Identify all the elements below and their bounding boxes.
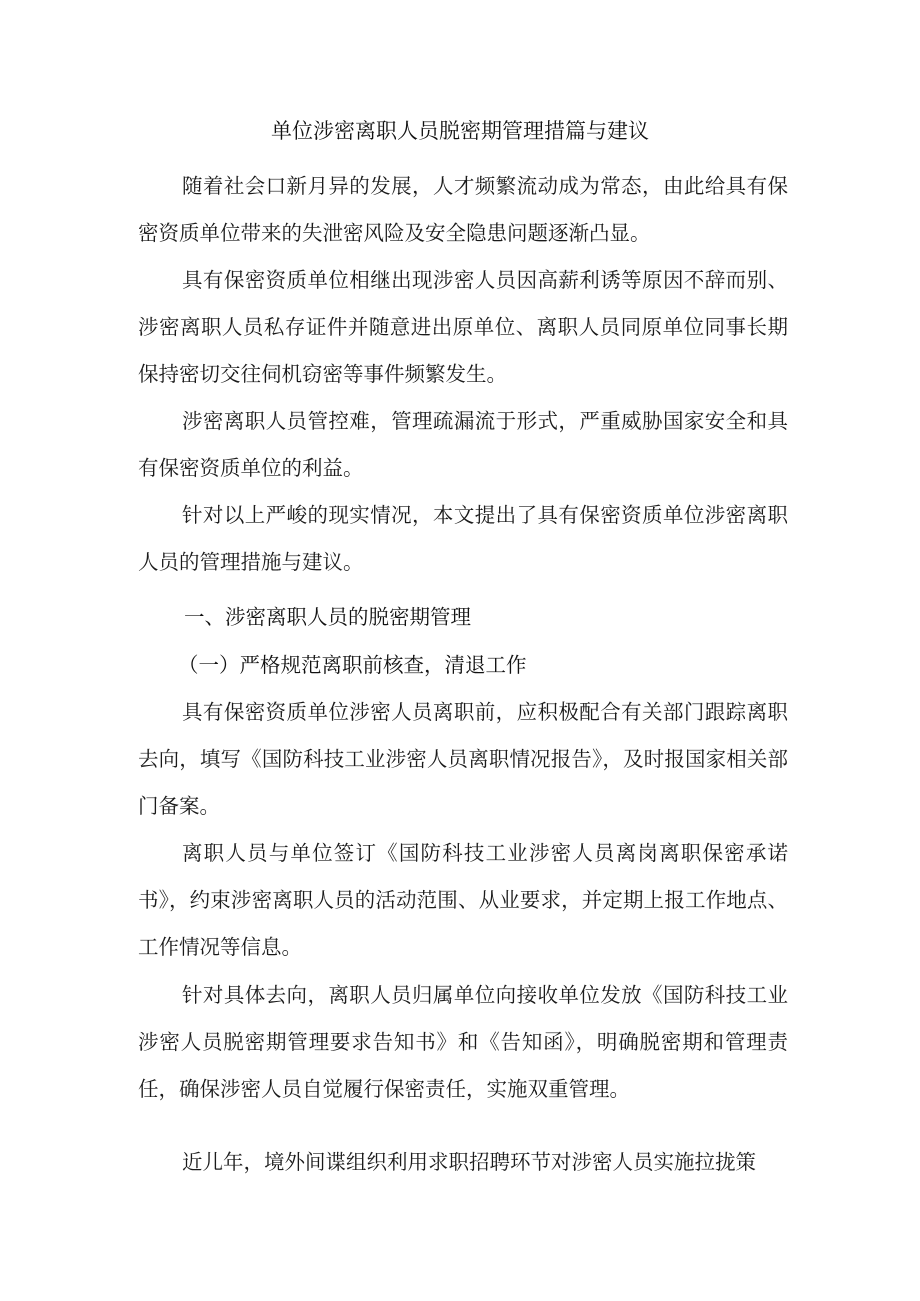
paragraph-5: 具有保密资质单位涉密人员离职前，应积极配合有关部门跟踪离职去向，填写《国防科技工业涉密人员离职情况报告》，及时报国家相关部门备案。 — [138, 700, 788, 818]
document-title: 单位涉密离职人员脱密期管理措篇与建议 — [271, 119, 649, 143]
paragraph-1: 随着社会口新月异的发展，人才频繁流动成为常态，由此给具有保密资质单位带来的失泄密风险及安全隐患问题逐渐凸显。 — [138, 174, 788, 245]
paragraph-6: 离职人员与单位签订《国防科技工业涉密人员离岗离职保密承诺书》，约束涉密离职人员的活动范围、从业要求，并定期上报工作地点、工作情况等信息。 — [138, 841, 788, 959]
paragraph-2: 具有保密资质单位相继出现涉密人员因高薪利诱等原因不辞而别、涉密离职人员私存证件并随意进出原单位、离职人员同原单位同事长期保持密切交往伺机窃密等事件频繁发生。 — [138, 268, 788, 386]
paragraph-8: 近儿年，境外间谍组织利用求职招聘环节对涉密人员实施拉拢策 — [182, 1150, 756, 1174]
section-heading: 一、涉密离职人员的脱密期管理 — [184, 605, 471, 629]
paragraph-4: 针对以上严峻的现实情况，本文提出了具有保密资质单位涉密离职人员的管理措施与建议。 — [138, 503, 788, 574]
paragraph-3: 涉密离职人员管控难，管理疏漏流于形式，严重威胁国家安全和具有保密资质单位的利益。 — [138, 409, 788, 480]
subsection-heading: （一）严格规范离职前核查，清退工作 — [178, 653, 527, 677]
paragraph-7: 针对具体去向，离职人员归属单位向接收单位发放《国防科技工业涉密人员脱密期管理要求告知书》和《告知函》，明确脱密期和管理责任，确保涉密人员自觉履行保密责任，实施双重管理。 — [138, 983, 788, 1101]
